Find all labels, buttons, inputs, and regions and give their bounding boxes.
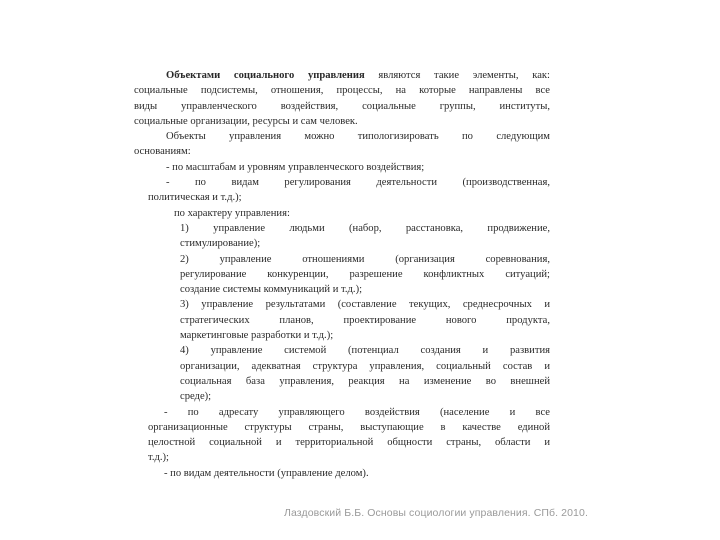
source-citation: Лаздовский Б.Б. Основы социологии управления. СПб. 2010. [284,507,588,519]
intro-line-1: Объектами социального управления являются такие элементы, как: [166,70,550,81]
intro-line-4: социальные организации, ресурсы и сам человек. [134,115,358,127]
criterion-addressee-line-3: целостной социальной и территориальной общности страны, области и [148,437,550,449]
management-type-3-line-3: маркетинговые разработки и т.д.); [180,330,334,342]
management-type-2-line-3: создание системы коммуникаций и т.д.); [180,284,363,296]
management-type-4-line-1: 4) управление системой (потенциал создания и развития [180,345,550,357]
scanned-text-block [134,68,550,479]
criterion-addressee-line-2: организационные структуры страны, выступающие в качестве единой [148,421,550,433]
management-type-2-line-2: регулирование конкуренции, разрешение конфликтных ситуаций; [180,268,550,280]
typology-line-2: основаниям: [134,146,191,158]
criterion-regulation-line-1: - по видам регулирования деятельности (производственная, [166,177,550,189]
criterion-addressee-line-4: т.д.); [148,452,169,464]
management-type-4-line-4: среде); [180,391,212,403]
criterion-addressee-line-1: - по адресату управляющего воздействия (население и все [164,406,550,418]
intro-line-2: социальные подсистемы, отношения, процессы, на которые направлены все [134,85,550,97]
management-type-4-line-2: организации, адекватная структура управления, социальный состав и [180,360,550,372]
management-type-3-line-1: 3) управление результатами (составление текущих, среднесрочных и [180,299,550,311]
criterion-regulation-line-2: политическая и т.д.); [148,192,242,204]
management-type-1-line-1: 1) управление людьми (набор, расстановка, продвижение, [180,222,550,234]
management-type-1-line-2: стимулирование); [180,238,261,250]
intro-term: Объектами социального управления [166,70,365,81]
management-type-3-line-2: стратегических планов, проектирование нового продукта, [180,314,550,326]
typology-line-1: Объекты управления можно типологизировать по следующим [166,131,550,143]
criterion-scale: - по масштабам и уровням управленческого воздействия; [166,161,425,173]
intro-line-3: виды управленческого воздействия, социальные группы, институты, [134,100,550,112]
criterion-character: по характеру управления: [174,207,290,219]
criterion-activity: - по видам деятельности (управление делом). [164,467,369,479]
management-type-2-line-1: 2) управление отношениями (организация соревнования, [180,253,550,265]
management-type-4-line-3: социальная база управления, реакция на изменение во внешней [180,375,550,387]
